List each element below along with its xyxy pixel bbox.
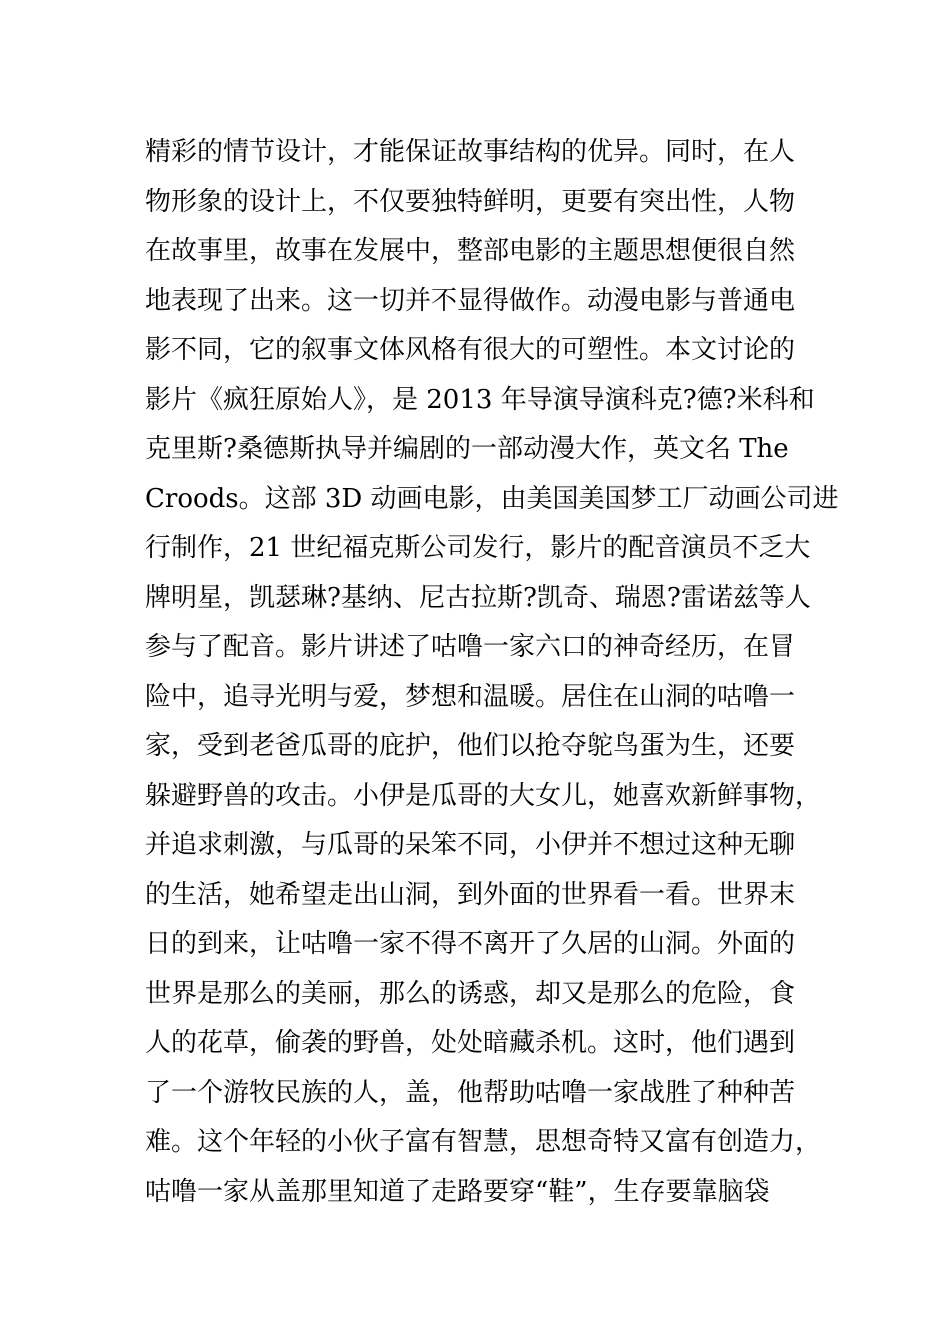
text-line-9: 行制作，21 世纪福克斯公司发行，影片的配音演员不乏大 — [145, 533, 811, 563]
text-line-4: 地表现了出来。这一切并不显得做作。动漫电影与普通电 — [145, 285, 796, 316]
text-line-21: 难。这个年轻的小伙子富有智慧，思想奇特又富有创造力， — [145, 1127, 822, 1157]
text-line-2: 物形象的设计上，不仅要独特鲜明，更要有突出性，人物 — [145, 186, 796, 217]
text-line-5: 影不同，它的叙事文体风格有很大的可塑性。本文讨论的 — [145, 335, 796, 365]
text-line-10: 牌明星，凯瑟琳?基纳、尼古拉斯?凯奇、瑞恩?雷诺兹等人 — [145, 582, 811, 613]
text-line-6: 影片《疯狂原始人》，是 2013 年导演导演科克?德?米科和 — [145, 384, 815, 415]
text-line-3: 在故事里，故事在发展中，整部电影的主题思想便很自然 — [145, 236, 796, 266]
text-line-8: Croods。这部 3D 动画电影，由美国美国梦工厂动画公司进 — [145, 483, 839, 514]
text-line-13: 家，受到老爸瓜哥的庇护，他们以抢夺鸵鸟蛋为生，还要 — [145, 731, 796, 761]
text-line-15: 并追求刺激，与瓜哥的呆笨不同，小伊并不想过这种无聊 — [145, 830, 796, 860]
text-line-20: 了一个游牧民族的人，盖，他帮助咕噜一家战胜了种种苦 — [145, 1077, 796, 1108]
text-line-17: 日的到来，让咕噜一家不得不离开了久居的山洞。外面的 — [145, 929, 796, 959]
text-line-22: 咕噜一家从盖那里知道了走路要穿“鞋”，生存要靠脑袋 — [145, 1176, 770, 1207]
text-line-18: 世界是那么的美丽，那么的诱惑，却又是那么的危险，食 — [145, 978, 796, 1009]
body-paragraph — [145, 128, 839, 1217]
text-line-19: 人的花草，偷袭的野兽，处处暗藏杀机。这时，他们遇到 — [145, 1028, 796, 1058]
text-line-7: 克里斯?桑德斯执导并编剧的一部动漫大作，英文名 The — [145, 434, 789, 464]
text-line-1: 精彩的情节设计，才能保证故事结构的优异。同时，在人 — [145, 137, 796, 167]
text-line-11: 参与了配音。影片讲述了咕噜一家六口的神奇经历，在冒 — [145, 632, 796, 662]
text-line-14: 躲避野兽的攻击。小伊是瓜哥的大女儿，她喜欢新鲜事物， — [145, 780, 822, 811]
text-line-16: 的生活，她希望走出山洞，到外面的世界看一看。世界末 — [145, 879, 796, 910]
text-line-12: 险中，追寻光明与爱，梦想和温暖。居住在山洞的咕噜一 — [145, 681, 796, 712]
